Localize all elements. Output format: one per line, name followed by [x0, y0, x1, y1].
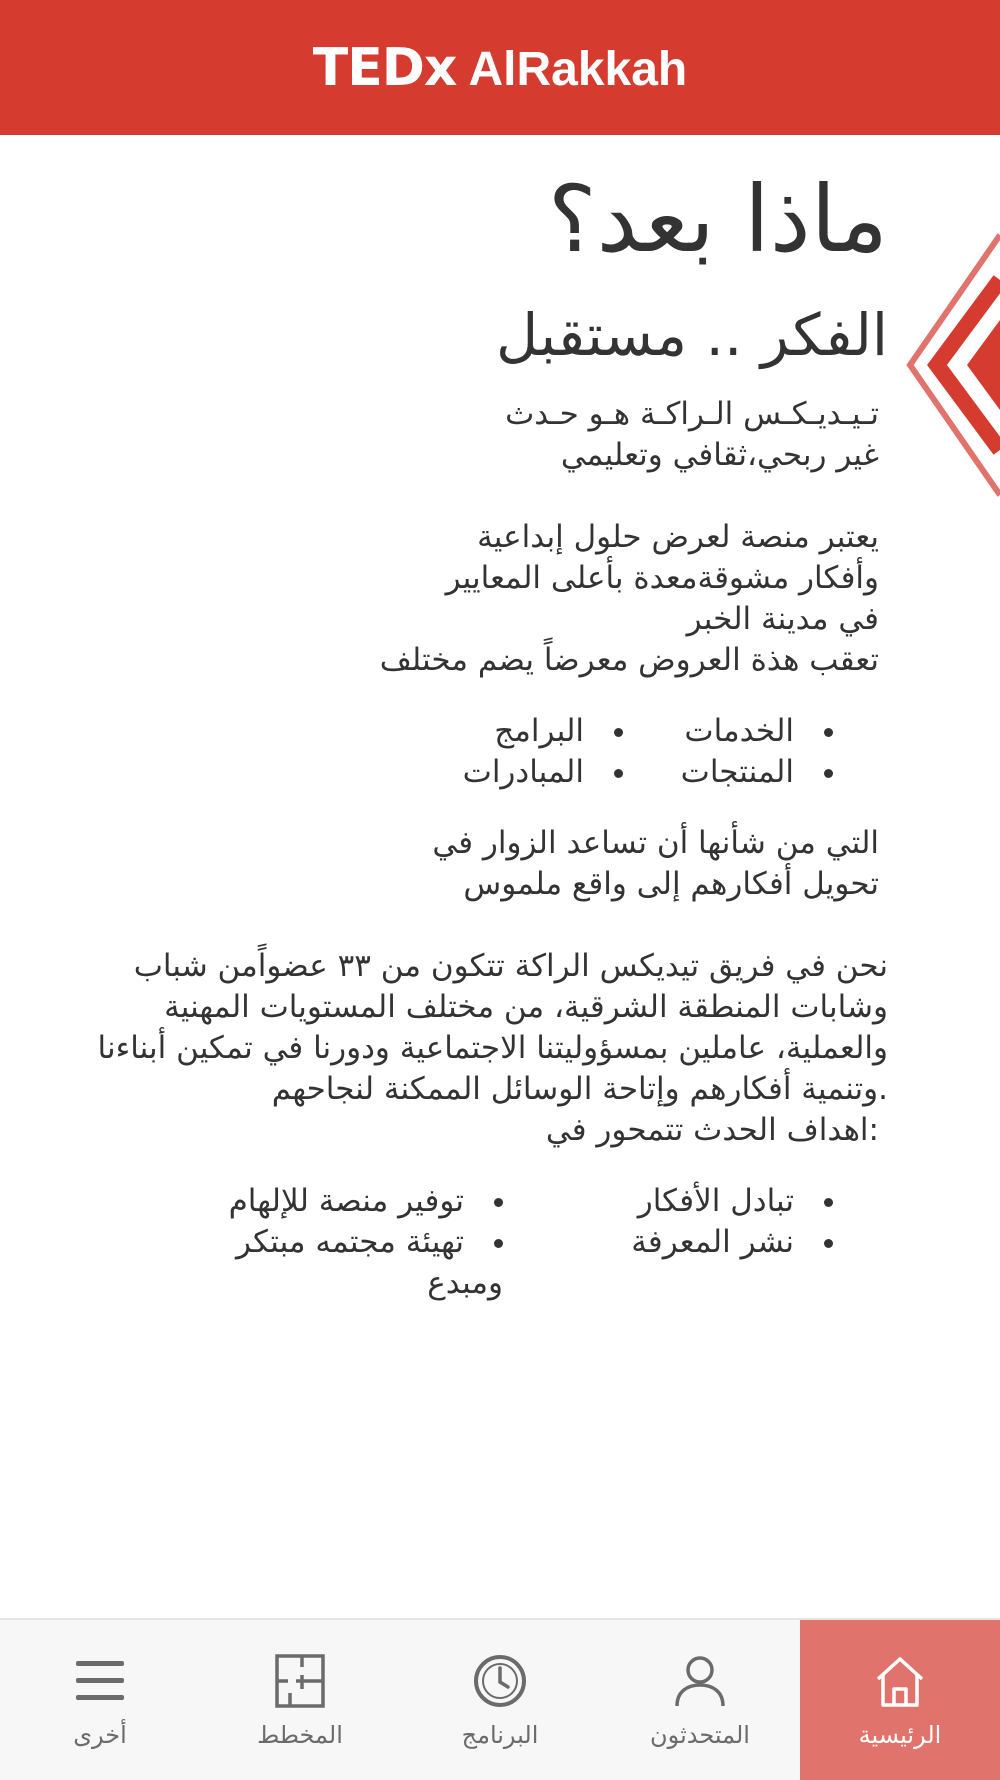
intro-paragraph [40, 394, 888, 476]
page-subtitle: الفكر .. مستقبل [496, 301, 888, 369]
platform-paragraph [40, 517, 888, 681]
tab-home[interactable] [800, 1620, 1000, 1780]
tab-label: البرنامج [461, 1721, 539, 1749]
text-line: نحن في فريق تيديكس الراكة تتكون من ٣٣ عضواًمن شباب [133, 948, 888, 984]
tab-label: أخرى [73, 1721, 127, 1749]
list-item: المبادرات [413, 752, 623, 793]
text-line: غير ربحي،ثقافي وتعليمي [560, 437, 879, 473]
text-line: والعملية، عاملين بمسؤوليتنا الاجتماعية ودورنا في تمكين أبناءنا [97, 1030, 888, 1066]
app-header [0, 0, 1000, 135]
tab-floorplan[interactable] [200, 1620, 400, 1780]
text-line: وأفكار مشوقةمعدة بأعلى المعايير [445, 560, 879, 596]
text-line: يعتبر منصة لعرض حلول إبداعية [477, 519, 879, 555]
goal-bullet-list [40, 1181, 888, 1304]
main-content [40, 150, 888, 1304]
text-line: التي من شأنها أن تساعد الزوار في [432, 825, 879, 861]
brand-logo [313, 38, 687, 98]
tab-speakers[interactable] [600, 1620, 800, 1780]
floorplan-icon [270, 1651, 330, 1711]
home-icon [870, 1651, 930, 1711]
text-line: :اهداف الحدث تتمحور في [545, 1112, 879, 1148]
brand-place: AlRakkah [468, 42, 688, 96]
tab-label: المخطط [257, 1721, 343, 1749]
text-line: تعقب هذة العروض معرضاً يضم مختلف [379, 642, 879, 678]
offer-bullet-list [40, 711, 888, 793]
list-item: المنتجات [623, 752, 833, 793]
tab-more[interactable] [0, 1620, 200, 1780]
list-item: البرامج [413, 711, 623, 752]
brand-tedx: TEDx [312, 37, 457, 98]
list-item: تهيئة مجتمه مبتكر ومبدع [235, 1224, 503, 1301]
menu-icon [70, 1651, 130, 1711]
text-line: وشابات المنطقة الشرقية، من مختلف المستويات المهنية [164, 989, 888, 1025]
team-paragraph [40, 946, 888, 1151]
person-icon [670, 1651, 730, 1711]
text-line: في مدينة الخبر [686, 601, 879, 637]
list-item: نشر المعرفة [503, 1222, 833, 1304]
list-item: تبادل الأفكار [503, 1181, 833, 1222]
clock-icon [470, 1651, 530, 1711]
tab-program[interactable] [400, 1620, 600, 1780]
text-line: .وتنمية أفكارهم وإتاحة الوسائل الممكنة لنجاحهم [271, 1071, 888, 1107]
text-line: تـيـديـكـس الـراكـة هـو حـدث [505, 396, 879, 432]
list-item: توفير منصة للإلهام [173, 1181, 503, 1222]
tab-label: المتحدثون [650, 1721, 750, 1749]
help-paragraph [40, 823, 888, 905]
text-line: تحويل أفكارهم إلى واقع ملموس [463, 866, 879, 902]
list-item: الخدمات [623, 711, 833, 752]
page-title: ماذا بعد؟ [547, 166, 888, 273]
tab-label: الرئيسية [858, 1721, 942, 1749]
bottom-tab-bar [0, 1618, 1000, 1780]
decorative-diamond-graphic [875, 225, 1000, 505]
